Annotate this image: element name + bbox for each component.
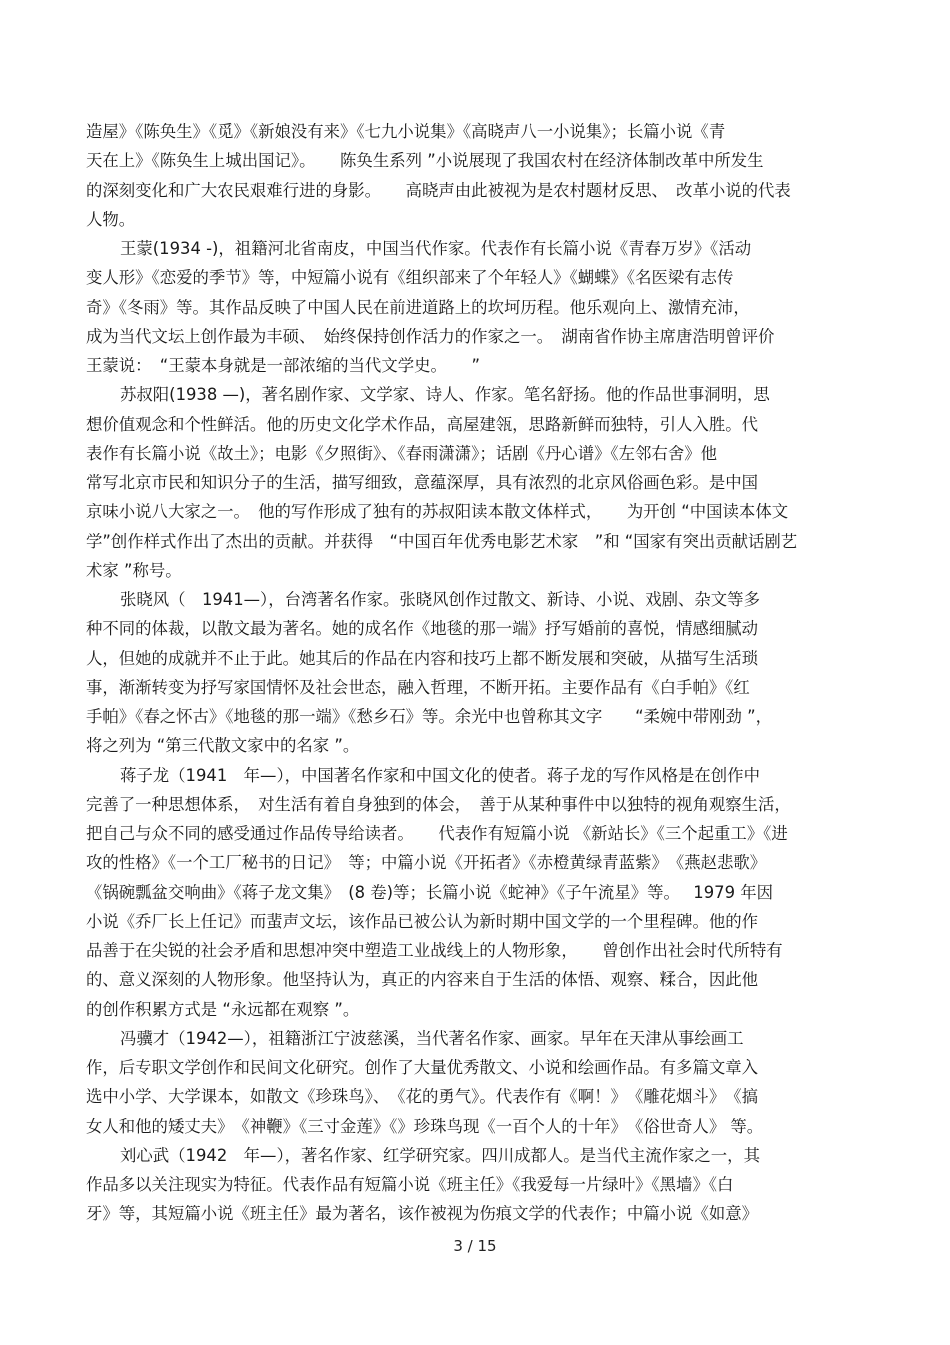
text-line: 事，渐渐转变为抒写家国情怀及社会世态，融入哲理，不断开拓。主要作品有《白手帕》《红: [86, 677, 750, 697]
text-line: 成为当代文坛上创作最为丰硕、 始终保持创作活力的作家之一。 湖南省作协主席唐浩明曾评价: [86, 326, 775, 346]
text-line: 攻的性格》《一个工厂秘书的日记》 等；中篇小说《开拓者》《赤橙黄绿青蓝紫》 《燕赵悲歌》: [86, 853, 767, 873]
text-line: 人物。: [86, 209, 136, 229]
text-line: 的创作积累方式是 “永远都在观察 ”。: [86, 999, 360, 1019]
text-line: 女人和他的矮丈夫》 《神鞭》《三寸金莲》《》珍珠鸟现《一百个人的十年》 《俗世奇人》 等。: [86, 1116, 764, 1136]
text-line: 小说《乔厂长上任记》而蜚声文坛，该作品已被公认为新时期中国文学的一个里程碑。他的作: [86, 911, 759, 931]
paragraph-start-line: 冯骥才（1942—），祖籍浙江宁波慈溪，当代著名作家、画家。早年在天津从事绘画工: [120, 1028, 744, 1048]
text-line: 种不同的体裁，以散文最为著名。她的成名作《地毯的那一端》抒写婚前的喜悦，情感细腻动: [86, 619, 759, 639]
text-line: 天在上》《陈奂生上城出国记》。 陈奂生系列 ”小说展现了我国农村在经济体制改革中所发生: [86, 151, 764, 171]
text-line: 常写北京市民和知识分子的生活，描写细致，意蕴深厚，具有浓烈的北京风俗画色彩。是中国: [86, 473, 759, 492]
paragraph-start-line: 苏叔阳(1938 —)，著名剧作家、文学家、诗人、作家。笔名舒扬。他的作品世事洞明，思: [120, 385, 770, 405]
text-line: 把自己与众不同的感受通过作品传导给读者。 代表作有短篇小说 《新站长》《三个起重工》《进: [86, 824, 788, 843]
text-line: 作品多以关注现实为特征。代表作品有短篇小说《班主任》《我爱每一片绿叶》《黑墙》《白: [86, 1175, 734, 1194]
text-line: 奇》《冬雨》等。其作品反映了中国人民在前进道路上的坎坷历程。他乐观向上、激情充沛，: [86, 297, 750, 317]
text-line: 术家 ”称号。: [86, 560, 182, 580]
text-line: 造屋》《陈奂生》《觅》《新娘没有来》《七九小说集》《高晓声八一小说集》；长篇小说《青: [86, 122, 726, 141]
text-line: 完善了一种思想体系， 对生活有着自身独到的体会， 善于从某种事件中以独特的视角观察生活，: [86, 794, 791, 814]
text-line: 想价值观念和个性鲜活。他的历史文化学术作品，高屋建瓴，思路新鲜而独特，引人入胜。代: [86, 414, 759, 434]
text-line: 手帕》《春之怀古》《地毯的那一端》《愁乡石》等。余光中也曾称其文字 “柔婉中带刚劲 ”，: [86, 707, 772, 726]
paragraph-start-line: 张晓风（ 1941—），台湾著名作家。张晓风创作过散文、新诗、小说、戏剧、杂文等多: [120, 590, 760, 609]
text-line: 《锅碗瓢盆交响曲》《蒋子龙文集》 (8 卷)等；长篇小说《蛇神》《子午流星》等。 1979 年因: [86, 882, 773, 902]
text-line: 选中小学、大学课本，如散文《珍珠鸟》、 《花的勇气》。代表作有《啊！》 《雕花烟斗》 《搞: [86, 1087, 758, 1107]
text-line: 的深刻变化和广大农民艰难行进的身影。 高晓声由此被视为是农村题材反思、 改革小说的代表: [86, 180, 791, 200]
paragraph-start-line: 刘心武（1942 年—），著名作家、红学研究家。四川成都人。是当代主流作家之一，其: [120, 1145, 760, 1165]
document-body: [86, 117, 866, 1229]
text-line: 品善于在尖锐的社会矛盾和思想冲突中塑造工业战线上的人物形象， 曾创作出社会时代所特有: [86, 941, 783, 960]
page-number: 3 / 15: [453, 1237, 497, 1255]
text-line: 将之列为 “第三代散文家中的名家 ”。: [86, 736, 360, 756]
paragraph-start-line: 蒋子龙（1941 年—），中国著名作家和中国文化的使者。蒋子龙的写作风格是在创作中: [120, 765, 760, 785]
text-line: 京味小说八大家之一。 他的写作形成了独有的苏叔阳读本散文体样式， 为开创 “中国读本体文: [86, 502, 789, 522]
text-line: 学”创作样式作出了杰出的贡献。并获得 “中国百年优秀电影艺术家 ”和 “国家有突出贡献话剧艺: [86, 531, 798, 551]
text-line: 作，后专职文学创作和民间文化研究。创作了大量优秀散文、小说和绘画作品。有多篇文章入: [86, 1058, 759, 1077]
text-line: 表作有长篇小说《故土》；电影《夕照街》、《春雨潇潇》；话剧《丹心谱》《左邻右舍》他: [86, 443, 718, 463]
text-line: 变人形》《恋爱的季节》等，中短篇小说有《组织部来了个年轻人》《蝴蝶》《名医梁有志传: [86, 268, 734, 288]
text-line: 牙》等，其短篇小说《班主任》最为著名，该作被视为伤痕文学的代表作；中篇小说《如意》: [86, 1204, 759, 1224]
text-line: 的、意义深刻的人物形象。他坚持认为，真正的内容来自于生活的体悟、观察、糅合，因此他: [86, 970, 759, 990]
text-line: 王蒙说： “王蒙本身就是一部浓缩的当代文学史。 ”: [86, 356, 480, 375]
text-line: 人，但她的成就并不止于此。她其后的作品在内容和技巧上都不断发展和突破，从描写生活琐: [86, 648, 759, 668]
paragraph-start-line: 王蒙(1934 -)，祖籍河北省南皮，中国当代作家。代表作有长篇小说《青春万岁》《活动: [120, 239, 752, 258]
